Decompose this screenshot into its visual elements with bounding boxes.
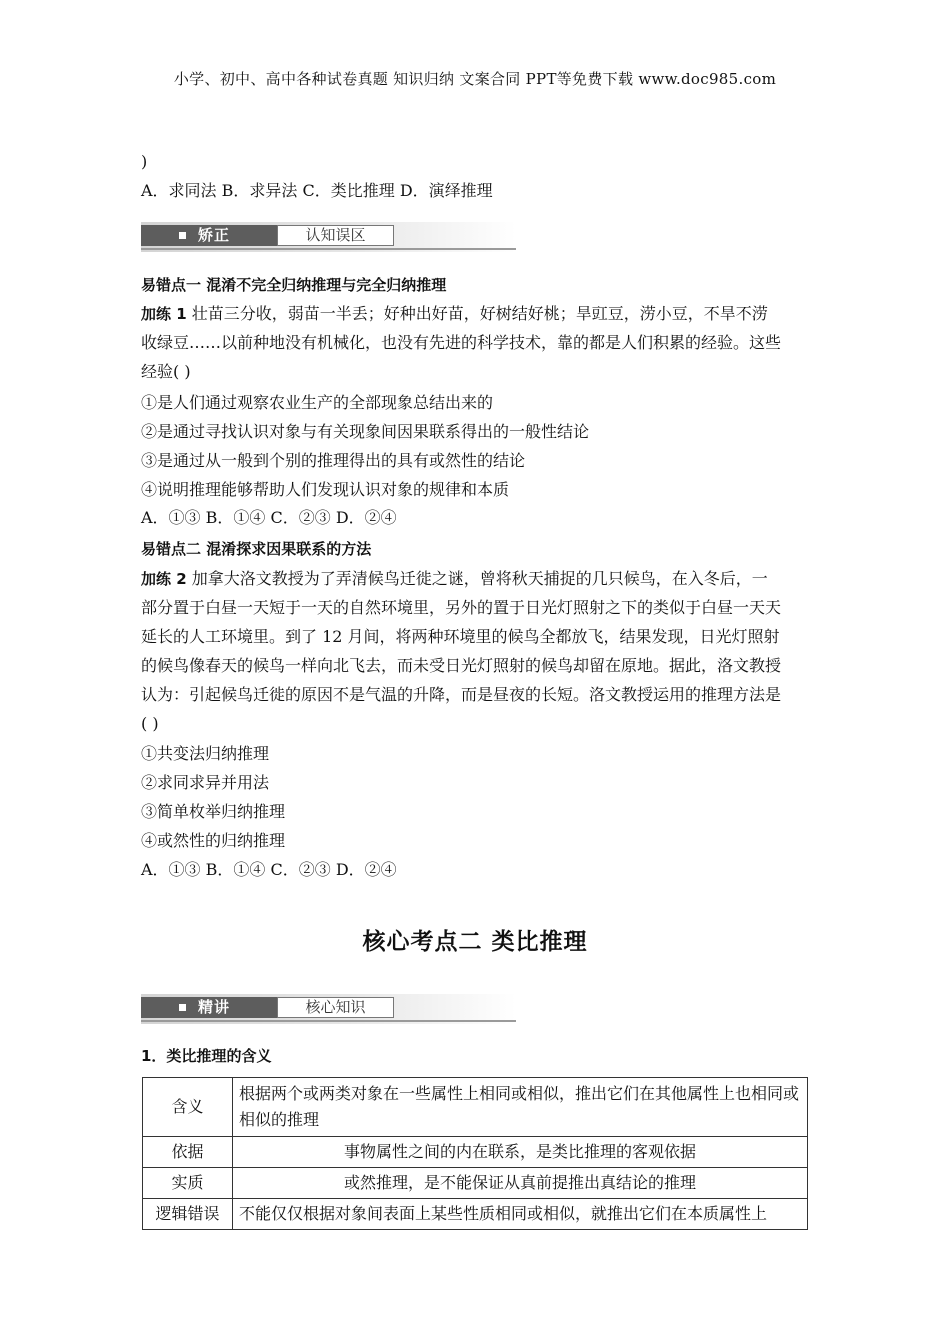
table-key: 依据 bbox=[143, 1137, 233, 1168]
page-header: 小学、初中、高中各种试卷真题 知识归纳 文案合同 PPT等免费下载 www.doc985.com bbox=[173, 70, 777, 88]
table-key: 逻辑错误 bbox=[143, 1199, 233, 1230]
exercise-1-options: A．①③ B．①④ C．②③ D．②④ bbox=[141, 508, 397, 527]
exercise-1-text-1: 壮苗三分收，弱苗一半丢；好种出好苗，好树结好桃；旱豇豆，涝小豆，不旱不涝 bbox=[186, 304, 768, 323]
table-row bbox=[143, 1199, 808, 1230]
square-icon bbox=[179, 1004, 186, 1011]
exercise-2-line-5: 认为：引起候鸟迁徙的原因不是气温的升降，而是昼夜的长短。洛文教授运用的推理方法是 bbox=[141, 685, 782, 704]
band-light-label: 核心知识 bbox=[277, 997, 394, 1018]
core-point-heading: 核心考点二 类比推理 bbox=[362, 929, 588, 955]
prev-question-options: A．求同法 B．求异法 C．类比推理 D．演绎推理 bbox=[141, 181, 493, 200]
band-dark-label: 精讲 bbox=[198, 998, 231, 1016]
exercise-2-item-1: ①共变法归纳推理 bbox=[141, 744, 270, 763]
band-dark-label: 矫正 bbox=[198, 226, 231, 244]
exercise-2-text-1: 加拿大洛文教授为了弄清候鸟迁徙之谜，曾将秋天捕捉的几只候鸟，在入冬后，一 bbox=[186, 569, 768, 588]
exercise-1-item-1: ①是人们通过观察农业生产的全部现象总结出来的 bbox=[141, 393, 494, 412]
exercise-2-item-3: ③简单枚举归纳推理 bbox=[141, 802, 286, 821]
exercise-2-line-3: 延长的人工环境里。到了 12 月间，将两种环境里的候鸟全都放飞，结果发现，日光灯照射 bbox=[141, 627, 780, 646]
exercise-1-label: 加练 1 bbox=[141, 305, 187, 323]
exercise-1-item-4: ④说明推理能够帮助人们发现认识对象的规律和本质 bbox=[141, 480, 510, 499]
exercise-1-line-2: 收绿豆……以前种地没有机械化，也没有先进的科学技术，靠的都是人们积累的经验。这些 bbox=[141, 333, 782, 352]
exercise-1-item-3: ③是通过从一般到个别的推理得出的具有或然性的结论 bbox=[141, 451, 526, 470]
band-dark-tab bbox=[141, 997, 277, 1018]
prev-question-paren: ) bbox=[141, 152, 148, 171]
table-row bbox=[143, 1137, 808, 1168]
table-value: 不能仅仅根据对象间表面上某些性质相同或相似，就推出它们在本质属性上 bbox=[233, 1199, 808, 1230]
section-band-lecture bbox=[141, 994, 516, 1024]
table-row bbox=[143, 1078, 808, 1137]
exercise-2-line-6: ( ) bbox=[141, 714, 159, 733]
exercise-1-line-3: 经验( ) bbox=[141, 362, 191, 381]
exercise-2-options: A．①③ B．①④ C．②③ D．②④ bbox=[141, 860, 397, 879]
exercise-2-item-2: ②求同求异并用法 bbox=[141, 773, 270, 792]
exercise-2-line-1 bbox=[141, 569, 768, 589]
band-light-label: 认知误区 bbox=[277, 225, 394, 246]
table-key: 含义 bbox=[143, 1078, 233, 1137]
table-value: 或然推理，是不能保证从真前提推出真结论的推理 bbox=[233, 1168, 808, 1199]
band-dark-tab bbox=[141, 225, 277, 246]
analogy-table bbox=[142, 1077, 808, 1230]
exercise-2-line-4: 的候鸟像春天的候鸟一样向北飞去，而未受日光灯照射的候鸟却留在原地。据此，洛文教授 bbox=[141, 656, 782, 675]
error-point-2-title: 易错点二 混淆探求因果联系的方法 bbox=[141, 540, 372, 558]
section-band-correct bbox=[141, 222, 516, 252]
band-underline bbox=[141, 1020, 516, 1022]
square-icon bbox=[179, 232, 186, 239]
section-title: 1．类比推理的含义 bbox=[141, 1047, 272, 1065]
table-value: 根据两个或两类对象在一些属性上相同或相似，推出它们在其他属性上也相同或相似的推理 bbox=[233, 1078, 808, 1137]
table-key: 实质 bbox=[143, 1168, 233, 1199]
error-point-1-title: 易错点一 混淆不完全归纳推理与完全归纳推理 bbox=[141, 276, 447, 294]
band-underline bbox=[141, 248, 516, 250]
exercise-1-line-1 bbox=[141, 304, 768, 324]
exercise-1-item-2: ②是通过寻找认识对象与有关现象间因果联系得出的一般性结论 bbox=[141, 422, 590, 441]
exercise-2-label: 加练 2 bbox=[141, 570, 187, 588]
table-value: 事物属性之间的内在联系，是类比推理的客观依据 bbox=[233, 1137, 808, 1168]
exercise-2-item-4: ④或然性的归纳推理 bbox=[141, 831, 286, 850]
table-row bbox=[143, 1168, 808, 1199]
exercise-2-line-2: 部分置于白昼一天短于一天的自然环境里，另外的置于日光灯照射之下的类似于白昼一天天 bbox=[141, 598, 782, 617]
